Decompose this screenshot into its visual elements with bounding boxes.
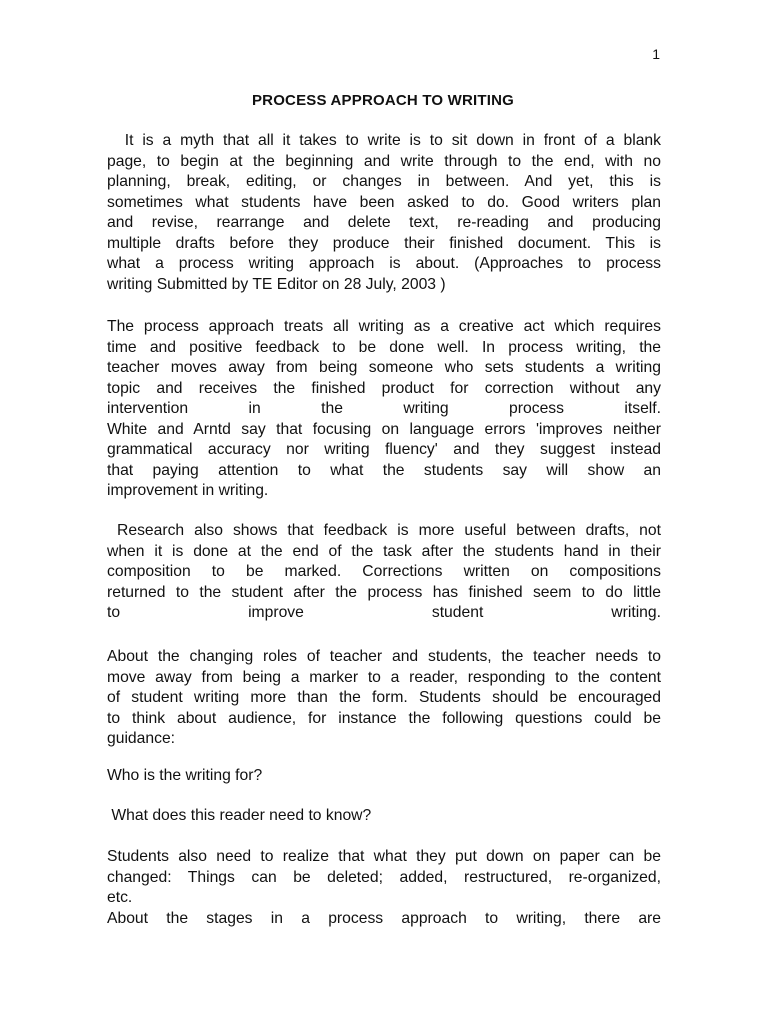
paragraph-line: composition to be marked. Corrections written on compositions [107, 563, 661, 580]
paragraph-line: move away from being a marker to a reader, responding to the content [107, 668, 661, 686]
paragraph-line: page, to begin at the beginning and write through to the end, with no [107, 152, 661, 170]
paragraph-intro [107, 131, 661, 295]
paragraph-line: improvement in writing. [107, 482, 269, 499]
paragraph-line: writing Submitted by TE Editor on 28 July, 2003 ) [107, 275, 446, 293]
paragraph-line: White and Arntd say that focusing on language errors 'improves neither [107, 420, 661, 438]
paragraph-line: Research also shows that feedback is more useful between drafts, not [107, 522, 661, 539]
paragraph-line: sometimes what students have been asked to do. Good writers plan [107, 193, 661, 211]
paragraph-line: changed: Things can be deleted; added, restructured, re-organized, [107, 868, 661, 886]
paragraph-line: of student writing more than the form. Students should be encouraged [107, 689, 661, 706]
paragraph-line: etc. [107, 889, 133, 906]
paragraph-line: to improve student writing. [107, 604, 661, 621]
paragraph-line: and revise, rearrange and delete text, re-reading and producing [107, 214, 661, 231]
paragraph-students-realize [107, 847, 661, 909]
question-who: Who is the writing for? [107, 767, 263, 784]
paragraph-line: It is a myth that all it takes to write is to sit down in front of a blank [107, 132, 661, 149]
paragraph-line: returned to the student after the process has finished seem to do little [107, 583, 661, 601]
paragraph-line: Students also need to realize that what they put down on paper can be [107, 848, 661, 865]
paragraph-teacher-roles [107, 647, 661, 750]
paragraph-line: guidance: [107, 730, 176, 747]
paragraph-line: planning, break, editing, or changes in between. And yet, this is [107, 173, 661, 190]
paragraph-line: grammatical accuracy nor writing fluency' and they suggest instead [107, 441, 661, 458]
paragraph-line: teacher moves away from being someone who sets students a writing [107, 359, 661, 376]
page-title: PROCESS APPROACH TO WRITING [251, 92, 515, 109]
paragraph-line: multiple drafts before they produce their finished document. This is [107, 234, 661, 252]
paragraph-line: The process approach treats all writing as a creative act which requires [107, 318, 661, 335]
question-what: What does this reader need to know? [107, 807, 372, 824]
paragraph-line: topic and receives the finished product for correction without any [107, 379, 661, 397]
paragraph-line: when it is done at the end of the task after the students hand in their [107, 542, 661, 560]
page-number: 1 [652, 46, 660, 62]
paragraph-process-approach [107, 317, 661, 502]
paragraph-line: About the changing roles of teacher and students, the teacher needs to [107, 648, 661, 665]
paragraph-line: what a process writing approach is about. (Approaches to process [107, 255, 661, 272]
paragraph-line: to think about audience, for instance the following questions could be [107, 709, 661, 727]
paragraph-stages [107, 909, 661, 930]
paragraph-line: time and positive feedback to be done well. In process writing, the [107, 338, 661, 356]
paragraph-line: intervention in the writing process itself. [107, 400, 661, 417]
paragraph-line: About the stages in a process approach to writing, there are [107, 910, 661, 927]
paragraph-line: that paying attention to what the students say will show an [107, 461, 661, 479]
paragraph-research-feedback [107, 521, 661, 624]
